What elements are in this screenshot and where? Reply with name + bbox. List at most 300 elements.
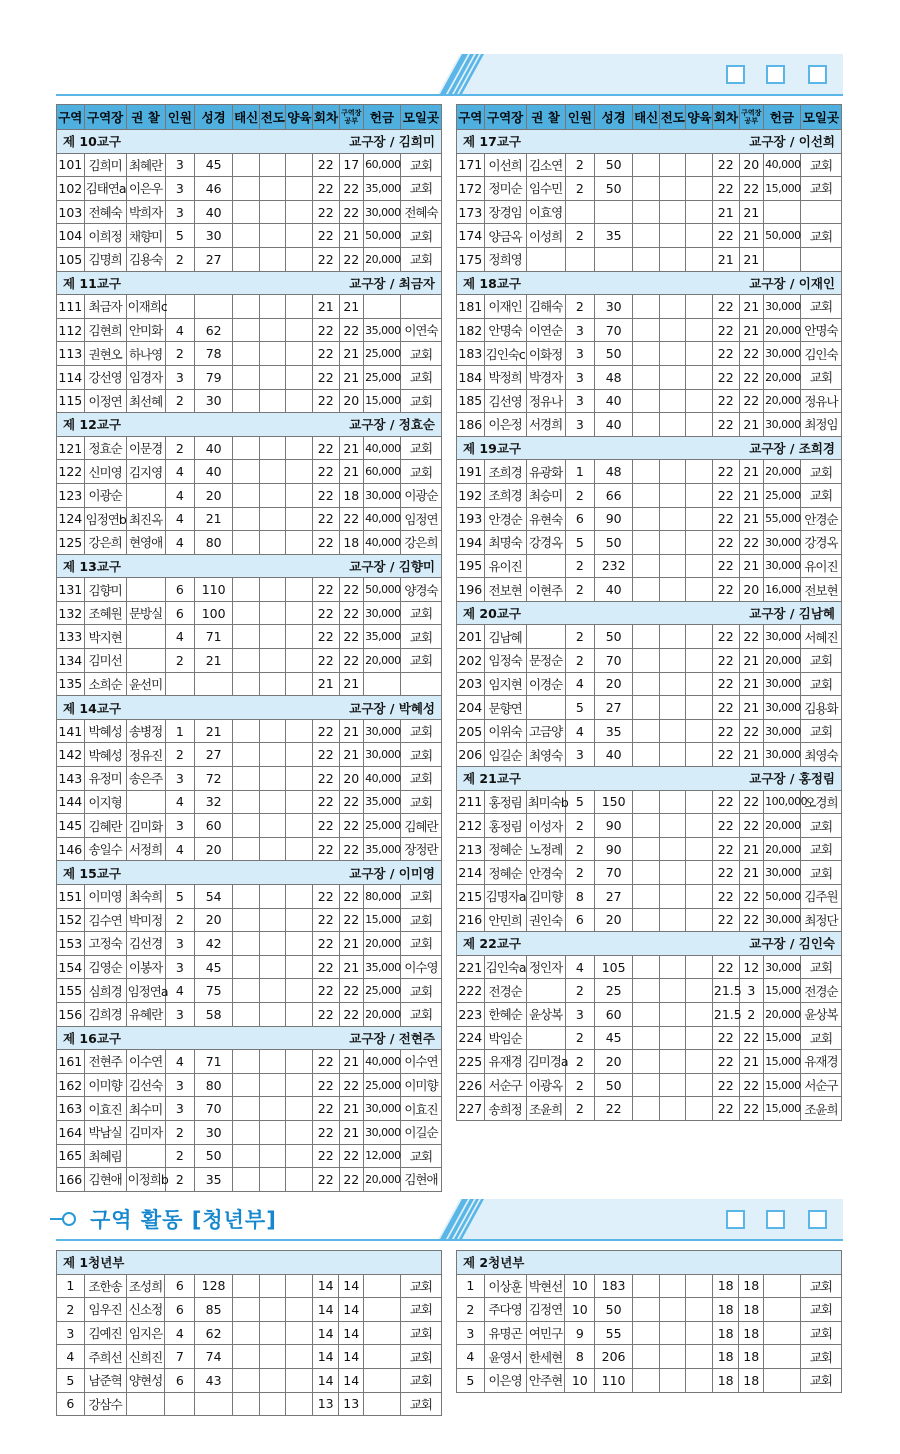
cell-evangelism bbox=[259, 389, 286, 413]
cell-leader-study: 22 bbox=[739, 365, 764, 389]
cell-district-leader: 안민희 bbox=[484, 908, 526, 932]
cell-evangelism bbox=[259, 507, 286, 531]
cell-no: 3 bbox=[457, 1321, 485, 1345]
cell-leader-study: 22 bbox=[739, 1073, 764, 1097]
table-row bbox=[57, 342, 442, 366]
cell-no: 144 bbox=[57, 790, 85, 814]
table-row bbox=[57, 1368, 442, 1392]
cell-members: 8 bbox=[565, 1345, 595, 1369]
table-row bbox=[457, 649, 842, 673]
cell-reporter: 안주현 bbox=[526, 1368, 565, 1392]
cell-leader-study: 21 bbox=[739, 483, 764, 507]
cell-meeting-place: 전혜숙 bbox=[400, 200, 441, 224]
cell-nurture bbox=[286, 1274, 313, 1298]
cell-nurture bbox=[686, 814, 713, 838]
group-leader: 교구장 / 정효순 bbox=[349, 417, 435, 433]
cell-members: 3 bbox=[165, 767, 195, 791]
cell-leader-study: 18 bbox=[339, 531, 364, 555]
cell-members: 2 bbox=[565, 814, 595, 838]
cell-nurture bbox=[286, 224, 313, 248]
table-row bbox=[57, 247, 442, 271]
cell-bible: 54 bbox=[195, 885, 233, 909]
cell-offering: 20,000 bbox=[764, 365, 801, 389]
cell-bible: 78 bbox=[195, 342, 233, 366]
group-header bbox=[57, 696, 442, 720]
cell-leader-study: 14 bbox=[339, 1368, 364, 1392]
cell-nurture bbox=[286, 814, 313, 838]
cell-offering: 25,000 bbox=[364, 814, 401, 838]
cell-leader-study: 3 bbox=[739, 979, 764, 1003]
cell-session: 18 bbox=[712, 1321, 739, 1345]
cell-leader-study: 22 bbox=[339, 247, 364, 271]
cell-no: 135 bbox=[57, 672, 85, 696]
cell-offering: 20,000 bbox=[364, 932, 401, 956]
cell-bible: 70 bbox=[595, 318, 633, 342]
cell-evangelism bbox=[259, 247, 286, 271]
cell-nurture bbox=[686, 318, 713, 342]
cell-offering: 20,000 bbox=[764, 460, 801, 484]
cell-leader-study: 22 bbox=[739, 1097, 764, 1121]
cell-bible: 62 bbox=[195, 1321, 233, 1345]
cell-bible: 90 bbox=[595, 814, 633, 838]
table-row bbox=[57, 979, 442, 1003]
cell-meeting-place: 교회 bbox=[800, 837, 841, 861]
group-title: 제 22교구 bbox=[463, 936, 521, 952]
cell-no: 163 bbox=[57, 1097, 85, 1121]
cell-nurture bbox=[686, 483, 713, 507]
cell-meeting-place: 강경옥 bbox=[800, 531, 841, 555]
cell-meeting-place: 정유나 bbox=[800, 389, 841, 413]
cell-district-leader: 소희순 bbox=[84, 672, 126, 696]
cell-members: 3 bbox=[165, 177, 195, 201]
cell-taeshin bbox=[633, 224, 660, 248]
cell-no: 214 bbox=[457, 861, 485, 885]
group-leader: 교구장 / 이선희 bbox=[749, 134, 835, 150]
cell-evangelism bbox=[259, 885, 286, 909]
cell-nurture bbox=[286, 649, 313, 673]
cell-session: 22 bbox=[312, 719, 339, 743]
cell-leader-study: 21 bbox=[739, 413, 764, 437]
cell-offering: 30,000 bbox=[764, 861, 801, 885]
cell-members: 5 bbox=[565, 696, 595, 720]
column-header-reporter: 권 찰 bbox=[526, 105, 565, 130]
cell-no: 112 bbox=[57, 318, 85, 342]
cell-session: 22 bbox=[712, 885, 739, 909]
cell-taeshin bbox=[233, 1050, 260, 1074]
cell-meeting-place: 교회 bbox=[400, 224, 441, 248]
cell-taeshin bbox=[233, 790, 260, 814]
cell-reporter: 윤상복 bbox=[526, 1002, 565, 1026]
cell-leader-study: 21 bbox=[339, 342, 364, 366]
cell-session: 22 bbox=[312, 507, 339, 531]
group-header bbox=[457, 601, 842, 625]
cell-meeting-place bbox=[400, 295, 441, 319]
cell-meeting-place: 이미향 bbox=[400, 1073, 441, 1097]
cell-nurture bbox=[286, 247, 313, 271]
cell-leader-study: 18 bbox=[739, 1321, 764, 1345]
table-row bbox=[457, 413, 842, 437]
cell-evangelism bbox=[259, 1368, 286, 1392]
group-title: 제 18교구 bbox=[463, 275, 521, 291]
cell-leader-study: 21 bbox=[339, 1120, 364, 1144]
group-header bbox=[457, 1251, 842, 1275]
table-row bbox=[57, 1144, 442, 1168]
cell-leader-study: 21 bbox=[339, 955, 364, 979]
cell-no: 154 bbox=[57, 955, 85, 979]
cell-session: 14 bbox=[312, 1368, 339, 1392]
group-header bbox=[457, 436, 842, 460]
section-title bbox=[62, 1204, 277, 1234]
cell-district-leader: 유명곤 bbox=[484, 1321, 526, 1345]
cell-no: 103 bbox=[57, 200, 85, 224]
cell-taeshin bbox=[233, 436, 260, 460]
cell-offering: 35,000 bbox=[364, 955, 401, 979]
square-outline-icon bbox=[766, 1210, 785, 1229]
cell-leader-study: 22 bbox=[339, 908, 364, 932]
cell-reporter: 최진옥 bbox=[126, 507, 165, 531]
cell-leader-study: 14 bbox=[339, 1345, 364, 1369]
cell-leader-study: 14 bbox=[339, 1298, 364, 1322]
cell-session: 22 bbox=[312, 436, 339, 460]
cell-reporter bbox=[526, 625, 565, 649]
cell-taeshin bbox=[633, 837, 660, 861]
cell-reporter: 윤선미 bbox=[126, 672, 165, 696]
cell-district-leader: 정희영 bbox=[484, 247, 526, 271]
group-row bbox=[457, 271, 842, 295]
group-title: 제 14교구 bbox=[63, 700, 121, 716]
cell-nurture bbox=[686, 885, 713, 909]
cell-district-leader: 김명희 bbox=[84, 247, 126, 271]
table-row bbox=[57, 955, 442, 979]
table-row bbox=[457, 200, 842, 224]
cell-leader-study: 21 bbox=[739, 318, 764, 342]
cell-no: 216 bbox=[457, 908, 485, 932]
group-title: 제 21교구 bbox=[463, 771, 521, 787]
table-row bbox=[457, 979, 842, 1003]
table-row bbox=[57, 790, 442, 814]
column-header-meeting-place: 모일곳 bbox=[800, 105, 841, 130]
table-row bbox=[457, 318, 842, 342]
table-row bbox=[57, 1002, 442, 1026]
divider bbox=[56, 1239, 843, 1241]
table-row bbox=[57, 743, 442, 767]
cell-taeshin bbox=[233, 153, 260, 177]
cell-no: 113 bbox=[57, 342, 85, 366]
cell-session: 22 bbox=[312, 483, 339, 507]
cell-members: 2 bbox=[565, 625, 595, 649]
cell-meeting-place: 교회 bbox=[400, 342, 441, 366]
cell-evangelism bbox=[259, 578, 286, 602]
cell-members: 4 bbox=[165, 507, 195, 531]
group-row bbox=[457, 601, 842, 625]
group-leader: 교구장 / 이미영 bbox=[349, 865, 435, 881]
cell-taeshin bbox=[633, 1274, 660, 1298]
cell-bible: 40 bbox=[595, 389, 633, 413]
column-header-evangelism: 전도 bbox=[259, 105, 286, 130]
table-row bbox=[57, 625, 442, 649]
cell-offering: 80,000 bbox=[364, 885, 401, 909]
table-row bbox=[57, 295, 442, 319]
cell-leader-study: 21 bbox=[739, 743, 764, 767]
cell-district-leader: 박정희 bbox=[484, 365, 526, 389]
column-header-no: 구역 bbox=[457, 105, 485, 130]
cell-reporter bbox=[526, 554, 565, 578]
cell-bible: 21 bbox=[195, 649, 233, 673]
cell-members: 3 bbox=[165, 1002, 195, 1026]
cell-reporter: 이정희b bbox=[126, 1168, 165, 1192]
cell-bible: 105 bbox=[595, 955, 633, 979]
cell-offering: 15,000 bbox=[764, 1026, 801, 1050]
cell-taeshin bbox=[233, 719, 260, 743]
cell-district-leader: 이지형 bbox=[84, 790, 126, 814]
cell-meeting-place: 오경희 bbox=[800, 790, 841, 814]
cell-members: 3 bbox=[565, 365, 595, 389]
cell-no: 172 bbox=[457, 177, 485, 201]
cell-nurture bbox=[286, 979, 313, 1003]
cell-district-leader: 송희정 bbox=[484, 1097, 526, 1121]
cell-reporter: 안경숙 bbox=[526, 861, 565, 885]
cell-nurture bbox=[286, 531, 313, 555]
cell-taeshin bbox=[633, 790, 660, 814]
cell-offering: 30,000 bbox=[364, 200, 401, 224]
column-header-members: 인원 bbox=[165, 105, 195, 130]
cell-offering: 55,000 bbox=[764, 507, 801, 531]
cell-no: 193 bbox=[457, 507, 485, 531]
cell-taeshin bbox=[633, 295, 660, 319]
group-row bbox=[57, 861, 442, 885]
cell-bible: 20 bbox=[195, 483, 233, 507]
table-row bbox=[457, 460, 842, 484]
cell-no: 213 bbox=[457, 837, 485, 861]
cell-offering: 60,000 bbox=[364, 153, 401, 177]
cell-leader-study: 22 bbox=[339, 814, 364, 838]
cell-evangelism bbox=[659, 483, 686, 507]
cell-nurture bbox=[686, 1321, 713, 1345]
cell-members: 3 bbox=[165, 1097, 195, 1121]
table-row bbox=[457, 1097, 842, 1121]
table-row bbox=[57, 1345, 442, 1369]
cell-nurture bbox=[286, 932, 313, 956]
cell-taeshin bbox=[233, 1073, 260, 1097]
cell-district-leader: 이상훈 bbox=[484, 1274, 526, 1298]
cell-nurture bbox=[286, 837, 313, 861]
cell-session: 22 bbox=[712, 365, 739, 389]
cell-taeshin bbox=[233, 1392, 260, 1416]
cell-bible: 30 bbox=[195, 389, 233, 413]
column-header-session: 회차 bbox=[312, 105, 339, 130]
cell-bible: 30 bbox=[195, 224, 233, 248]
cell-no: 101 bbox=[57, 153, 85, 177]
column-header-taeshin: 태신 bbox=[633, 105, 660, 130]
group-row bbox=[457, 436, 842, 460]
table-row bbox=[457, 177, 842, 201]
cell-no: 224 bbox=[457, 1026, 485, 1050]
cell-session: 21 bbox=[312, 295, 339, 319]
cell-offering bbox=[364, 1392, 401, 1416]
cell-offering: 100,000 bbox=[764, 790, 801, 814]
cell-bible: 21 bbox=[195, 719, 233, 743]
header-row bbox=[457, 105, 842, 130]
cell-nurture bbox=[286, 1097, 313, 1121]
cell-leader-study: 22 bbox=[339, 507, 364, 531]
cell-bible: 150 bbox=[595, 790, 633, 814]
cell-bible: 35 bbox=[195, 1168, 233, 1192]
cell-bible: 70 bbox=[195, 1097, 233, 1121]
cell-no: 182 bbox=[457, 318, 485, 342]
cell-members: 4 bbox=[165, 460, 195, 484]
cell-evangelism bbox=[259, 719, 286, 743]
table-row bbox=[57, 483, 442, 507]
cell-meeting-place: 교회 bbox=[800, 814, 841, 838]
cell-reporter: 서경희 bbox=[526, 413, 565, 437]
cell-reporter bbox=[126, 1392, 165, 1416]
cell-meeting-place: 김인숙 bbox=[800, 342, 841, 366]
cell-meeting-place: 교회 bbox=[800, 861, 841, 885]
cell-meeting-place: 교회 bbox=[400, 1345, 441, 1369]
cell-evangelism bbox=[659, 413, 686, 437]
cell-session: 22 bbox=[312, 177, 339, 201]
cell-offering: 15,000 bbox=[364, 389, 401, 413]
group-title: 제 15교구 bbox=[63, 865, 121, 881]
cell-meeting-place: 교회 bbox=[800, 1298, 841, 1322]
cell-no: 5 bbox=[457, 1368, 485, 1392]
cell-reporter: 임수민 bbox=[526, 177, 565, 201]
cell-session: 21.5 bbox=[712, 979, 739, 1003]
cell-district-leader: 박남실 bbox=[84, 1120, 126, 1144]
cell-leader-study: 21 bbox=[739, 837, 764, 861]
cell-meeting-place: 조윤희 bbox=[800, 1097, 841, 1121]
cell-no: 211 bbox=[457, 790, 485, 814]
cell-no: 166 bbox=[57, 1168, 85, 1192]
cell-meeting-place: 이광순 bbox=[400, 483, 441, 507]
cell-leader-study: 22 bbox=[739, 885, 764, 909]
cell-evangelism bbox=[659, 507, 686, 531]
cell-no: 142 bbox=[57, 743, 85, 767]
cell-no: 161 bbox=[57, 1050, 85, 1074]
cell-taeshin bbox=[233, 177, 260, 201]
cell-nurture bbox=[286, 1392, 313, 1416]
cell-reporter: 임지은 bbox=[126, 1321, 165, 1345]
cell-members: 2 bbox=[565, 295, 595, 319]
column-header-offering: 헌금 bbox=[764, 105, 801, 130]
cell-members: 2 bbox=[565, 649, 595, 673]
cell-district-leader: 홍정림 bbox=[484, 814, 526, 838]
cell-reporter: 안미화 bbox=[126, 318, 165, 342]
cell-no: 181 bbox=[457, 295, 485, 319]
cell-taeshin bbox=[633, 1073, 660, 1097]
cell-members: 1 bbox=[165, 719, 195, 743]
column-header-meeting-place: 모일곳 bbox=[400, 105, 441, 130]
cell-reporter: 이경순 bbox=[526, 672, 565, 696]
column-header-district-leader: 구역장 bbox=[84, 105, 126, 130]
cell-leader-study: 22 bbox=[339, 1073, 364, 1097]
cell-district-leader: 임정숙 bbox=[484, 649, 526, 673]
cell-evangelism bbox=[259, 177, 286, 201]
cell-evangelism bbox=[659, 177, 686, 201]
table-row bbox=[57, 1073, 442, 1097]
cell-session: 22 bbox=[712, 153, 739, 177]
cell-members: 2 bbox=[165, 342, 195, 366]
cell-offering: 20,000 bbox=[764, 389, 801, 413]
table-row bbox=[57, 837, 442, 861]
cell-bible: 60 bbox=[195, 814, 233, 838]
cell-members: 6 bbox=[165, 601, 195, 625]
cell-members: 2 bbox=[565, 979, 595, 1003]
cell-reporter bbox=[526, 696, 565, 720]
group-title: 제 1청년부 bbox=[63, 1255, 125, 1271]
cell-taeshin bbox=[633, 979, 660, 1003]
cell-nurture bbox=[686, 1097, 713, 1121]
cell-members: 10 bbox=[565, 1274, 595, 1298]
table-row bbox=[57, 578, 442, 602]
cell-leader-study: 22 bbox=[339, 1144, 364, 1168]
group-leader: 교구장 / 이재인 bbox=[749, 275, 835, 291]
cell-members: 4 bbox=[165, 483, 195, 507]
cell-reporter: 이수연 bbox=[126, 1050, 165, 1074]
group-leader: 교구장 / 조희경 bbox=[749, 441, 835, 457]
cell-nurture bbox=[686, 719, 713, 743]
cell-session: 22 bbox=[312, 365, 339, 389]
cell-nurture bbox=[686, 861, 713, 885]
group-header bbox=[57, 413, 442, 437]
cell-taeshin bbox=[233, 1368, 260, 1392]
cell-meeting-place: 교회 bbox=[400, 908, 441, 932]
table-row bbox=[57, 601, 442, 625]
table-row bbox=[57, 507, 442, 531]
cell-taeshin bbox=[633, 1050, 660, 1074]
cell-no: 122 bbox=[57, 460, 85, 484]
cell-members: 2 bbox=[565, 1073, 595, 1097]
cell-offering: 35,000 bbox=[364, 837, 401, 861]
cell-session: 22 bbox=[312, 1073, 339, 1097]
cell-no: 223 bbox=[457, 1002, 485, 1026]
cell-taeshin bbox=[633, 1368, 660, 1392]
cell-nurture bbox=[686, 200, 713, 224]
cell-district-leader: 박지현 bbox=[84, 625, 126, 649]
cell-district-leader: 이선희 bbox=[484, 153, 526, 177]
cell-meeting-place: 전경순 bbox=[800, 979, 841, 1003]
cell-bible: 21 bbox=[195, 507, 233, 531]
cell-session: 22 bbox=[712, 507, 739, 531]
cell-meeting-place: 교회 bbox=[400, 649, 441, 673]
cell-evangelism bbox=[259, 979, 286, 1003]
cell-meeting-place: 이길순 bbox=[400, 1120, 441, 1144]
cell-meeting-place: 교회 bbox=[800, 177, 841, 201]
cell-reporter: 이화정 bbox=[526, 342, 565, 366]
cell-members: 3 bbox=[565, 743, 595, 767]
cell-reporter: 채향미 bbox=[126, 224, 165, 248]
cell-evangelism bbox=[659, 743, 686, 767]
cell-evangelism bbox=[259, 318, 286, 342]
cell-no: 186 bbox=[457, 413, 485, 437]
square-outline-icon bbox=[808, 1210, 827, 1229]
cell-evangelism bbox=[259, 1392, 286, 1416]
cell-bible: 40 bbox=[195, 436, 233, 460]
cell-no: 3 bbox=[57, 1321, 85, 1345]
cell-no: 206 bbox=[457, 743, 485, 767]
cell-nurture bbox=[686, 672, 713, 696]
table-row bbox=[457, 247, 842, 271]
cell-meeting-place: 김주원 bbox=[800, 885, 841, 909]
cell-reporter: 최영숙 bbox=[526, 743, 565, 767]
cell-session: 22 bbox=[312, 790, 339, 814]
cell-bible: 80 bbox=[195, 531, 233, 555]
cell-meeting-place: 안명숙 bbox=[800, 318, 841, 342]
cell-nurture bbox=[286, 955, 313, 979]
cell-leader-study: 22 bbox=[339, 1002, 364, 1026]
cell-session: 22 bbox=[712, 696, 739, 720]
cell-reporter bbox=[526, 1026, 565, 1050]
